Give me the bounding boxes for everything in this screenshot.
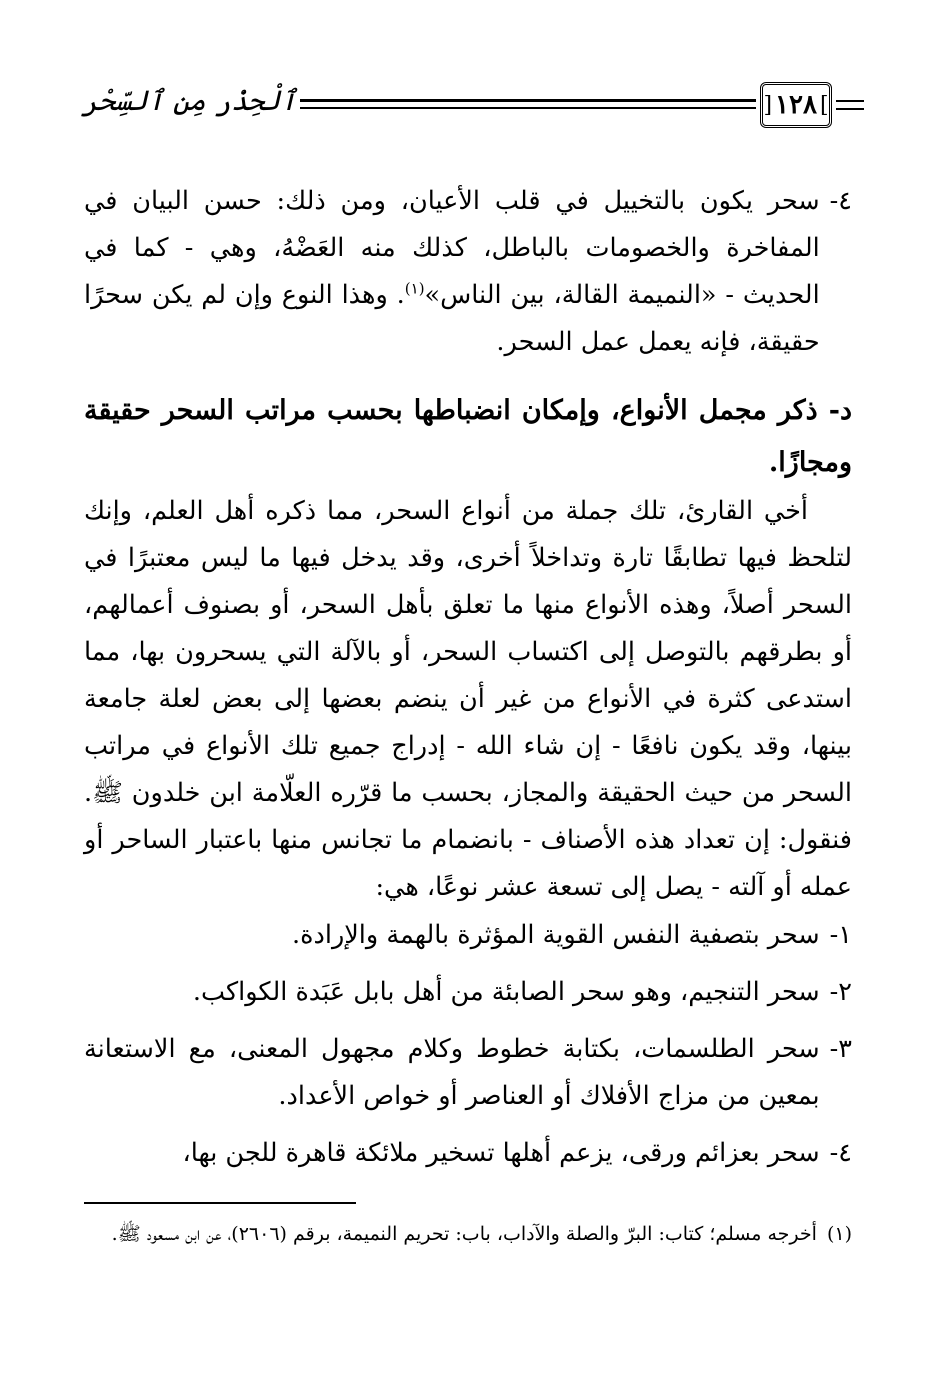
bracket-left-icon: ] xyxy=(763,92,773,118)
header-rule-long xyxy=(300,99,756,109)
item-text: سحر بعزائم ورقى، يزعم أهلها تسخير ملائكة قاهرة للجن بها، xyxy=(182,1138,820,1168)
footnote-ref: (١) xyxy=(404,279,425,298)
item-text: سحر الطلسمات، بكتابة خطوط وكلام مجهول المعنى، مع الاستعانة بمعين من مزاج الأفلاك أو العناصر أو خواص الأعداد. xyxy=(84,1034,820,1111)
item-text-after: . وهذا النوع وإن لم يكن سحرًا حقيقة، فإنه يعمل عمل السحر. xyxy=(84,280,820,357)
book-title: ٱلْحِذْر مِن ٱلسِّحْر xyxy=(82,84,297,117)
bracket-right-icon: [ xyxy=(819,92,829,118)
types-list xyxy=(84,912,852,1177)
item-text: سحر التنجيم، وهو سحر الصابئة من أهل بابل عَبَدة الكواكب. xyxy=(192,977,820,1007)
list-item xyxy=(84,912,852,959)
footnote-text: أخرجه مسلم؛ كتاب: البرّ والصلة والآداب، باب: تحريم النميمة، برقم (٢٦٠٦)، عن ابن مسعود ﷺ. xyxy=(111,1223,817,1245)
item-number: ١- xyxy=(829,920,852,950)
item-text: سحر بتصفية النفس القوية المؤثرة بالهمة والإرادة. xyxy=(292,920,820,950)
footnote-marker: (١) xyxy=(826,1223,852,1245)
header-rule-short xyxy=(836,100,864,110)
item-number: ٤- xyxy=(829,1138,852,1168)
item-number: ٤- xyxy=(829,186,852,216)
intro-paragraph: أخي القارئ، تلك جملة من أنواع السحر، مما ذكره أهل العلم، وإنك لتلحظ فيها تطابقًا تارة وتداخلاً أخرى، وقد يدخل فيها ما ليس معتبرًا في السحر أصلاً، وهذه الأنواع منها ما تعلق بأهل السحر، أو بصنوف أعمالهم، أو بطرقهم بالتوصل إلى اكتساب السحر، أو بالآلة التي يسحرون بها، مما استدعى كثرة في الأنواع من غير أن ينضم بعضها إلى بعض لعلة جامعة بينها، وقد يكون نافعًا - إن شاء الله - إدراج جميع تلك الأنواع في مراتب السحر من حيث الحقيقة والمجاز، بحسب ما قرّره العلّامة ابن خلدون ﷺ. فنقول: إن تعداد هذه الأصناف - بانضمام ما تجانس منها باعتبار الساحر أو عمله أو آلته - يصل إلى تسعة عشر نوعًا، هي: xyxy=(84,496,852,902)
section-subheading: د- ذكر مجمل الأنواع، وإمكان انضباطها بحسب مراتب السحر حقيقة ومجازًا. xyxy=(84,395,852,478)
footnote xyxy=(84,1218,852,1250)
list-item xyxy=(84,1026,852,1120)
list-item xyxy=(84,969,852,1016)
page-number: ١٢٨ xyxy=(775,90,817,120)
item-text-main: سحر يكون بالتخييل في قلب الأعيان، ومن ذلك: حسن البيان في المفاخرة والخصومات بالباطل، كذلك منه العَضْهُ، وهي - كما في الحديث - «النميمة القالة، بين الناس» xyxy=(84,186,820,310)
list-item xyxy=(84,178,852,366)
page-header xyxy=(82,82,864,132)
item-number: ٢- xyxy=(829,977,852,1007)
item-text xyxy=(84,178,820,366)
item-number: ٣- xyxy=(829,1034,852,1064)
footnote-divider xyxy=(84,1202,356,1204)
para-item-4 xyxy=(84,178,852,366)
footnote-item xyxy=(84,1218,852,1250)
list-item xyxy=(84,1130,852,1177)
page-number-box xyxy=(760,82,832,128)
